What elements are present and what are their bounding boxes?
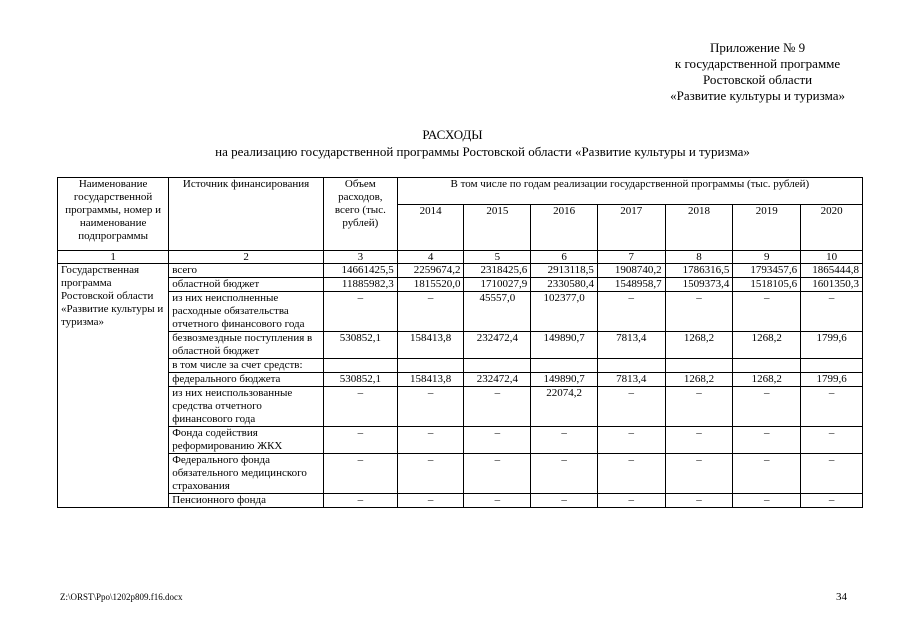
source-cell: всего	[169, 264, 324, 278]
year-value-cell: –	[397, 454, 464, 494]
table-header	[58, 178, 863, 251]
source-cell: Пенсионного фонда	[169, 494, 324, 508]
year-value-cell: –	[665, 292, 733, 332]
year-value-cell: –	[464, 494, 531, 508]
header-year: 2016	[531, 205, 598, 251]
index-cell: 5	[464, 251, 531, 264]
document-title	[0, 126, 905, 160]
index-cell: 10	[801, 251, 863, 264]
year-value-cell	[464, 359, 531, 373]
year-value-cell: –	[801, 494, 863, 508]
index-cell: 7	[597, 251, 665, 264]
table-row	[58, 454, 863, 494]
index-cell: 8	[665, 251, 733, 264]
year-value-cell: –	[801, 454, 863, 494]
year-value-cell: 1908740,2	[597, 264, 665, 278]
source-cell: Фонда содействия реформированию ЖКХ	[169, 427, 324, 454]
year-value-cell: –	[801, 387, 863, 427]
year-value-cell: 1509373,4	[665, 278, 733, 292]
year-value-cell: 1710027,9	[464, 278, 531, 292]
table-row	[58, 387, 863, 427]
appendix-line-1: Приложение № 9	[709, 40, 806, 55]
year-value-cell: –	[733, 292, 801, 332]
volume-cell: 530852,1	[323, 332, 397, 359]
table-row	[58, 427, 863, 454]
source-cell: Федерального фонда обязательного медицинского страхования	[169, 454, 324, 494]
index-cell: 9	[733, 251, 801, 264]
volume-cell	[323, 359, 397, 373]
program-name-cell: Государственная программа Ростовской области «Развитие культуры и туризма»	[58, 264, 169, 508]
appendix-block	[670, 40, 845, 104]
year-value-cell: 232472,4	[464, 373, 531, 387]
file-path-footer: Z:\ORST\Ppo\1202p809.f16.docx	[60, 592, 183, 602]
year-value-cell: –	[801, 292, 863, 332]
year-value-cell: –	[665, 387, 733, 427]
appendix-line-4: «Развитие культуры и туризма»	[670, 88, 845, 103]
year-value-cell: –	[397, 292, 464, 332]
year-value-cell: –	[665, 494, 733, 508]
year-value-cell: –	[801, 427, 863, 454]
table-row	[58, 332, 863, 359]
year-value-cell: 2913118,5	[531, 264, 598, 278]
year-value-cell: –	[733, 494, 801, 508]
year-value-cell: 1601350,3	[801, 278, 863, 292]
year-value-cell: –	[733, 387, 801, 427]
year-value-cell: –	[597, 454, 665, 494]
year-value-cell: –	[597, 292, 665, 332]
year-value-cell: 232472,4	[464, 332, 531, 359]
appendix-line-2: к государственной программе	[674, 56, 841, 71]
year-value-cell	[801, 359, 863, 373]
year-value-cell: 1548958,7	[597, 278, 665, 292]
year-value-cell: 7813,4	[597, 373, 665, 387]
year-value-cell: 45557,0	[464, 292, 531, 332]
year-value-cell: 1793457,6	[733, 264, 801, 278]
source-cell: федерального бюджета	[169, 373, 324, 387]
year-value-cell: 1799,6	[801, 373, 863, 387]
table-row	[58, 373, 863, 387]
year-value-cell: –	[397, 494, 464, 508]
year-value-cell	[397, 359, 464, 373]
title-line-2: на реализацию государственной программы Ростовской области «Развитие культуры и туризма»	[215, 144, 750, 159]
year-value-cell: –	[733, 454, 801, 494]
year-value-cell: 1799,6	[801, 332, 863, 359]
year-value-cell: 1268,2	[733, 373, 801, 387]
table-row	[58, 359, 863, 373]
volume-cell: 14661425,5	[323, 264, 397, 278]
index-cell: 1	[58, 251, 169, 264]
year-value-cell: –	[464, 427, 531, 454]
table-row	[58, 278, 863, 292]
source-cell: областной бюджет	[169, 278, 324, 292]
appendix-line-3: Ростовской области	[702, 72, 813, 87]
source-cell: из них неисполненные расходные обязательства отчетного финансового года	[169, 292, 324, 332]
year-value-cell: 2330580,4	[531, 278, 598, 292]
header-year: 2015	[464, 205, 531, 251]
volume-cell: –	[323, 387, 397, 427]
year-value-cell: –	[464, 387, 531, 427]
year-value-cell: 1786316,5	[665, 264, 733, 278]
year-value-cell: –	[531, 494, 598, 508]
header-year: 2019	[733, 205, 801, 251]
year-value-cell: 1268,2	[665, 332, 733, 359]
volume-cell: 530852,1	[323, 373, 397, 387]
table-row	[58, 494, 863, 508]
volume-cell: –	[323, 494, 397, 508]
year-value-cell: –	[397, 387, 464, 427]
year-value-cell: 1268,2	[665, 373, 733, 387]
volume-cell: 11885982,3	[323, 278, 397, 292]
year-value-cell: –	[733, 427, 801, 454]
year-value-cell: 158413,8	[397, 332, 464, 359]
source-cell: в том числе за счет средств:	[169, 359, 324, 373]
table-row	[58, 292, 863, 332]
header-source: Источник финансирования	[169, 178, 324, 251]
year-value-cell: 2259674,2	[397, 264, 464, 278]
table-row	[58, 264, 863, 278]
year-value-cell: 7813,4	[597, 332, 665, 359]
page-number: 34	[836, 591, 847, 603]
year-value-cell: –	[597, 387, 665, 427]
source-cell: из них неиспользованные средства отчетного финансового года	[169, 387, 324, 427]
year-value-cell	[733, 359, 801, 373]
year-value-cell: 22074,2	[531, 387, 598, 427]
header-name: Наименование государственной программы, номер и наименование подпрограммы	[58, 178, 169, 251]
year-value-cell: –	[397, 427, 464, 454]
index-cell: 4	[397, 251, 464, 264]
volume-cell: –	[323, 292, 397, 332]
source-cell: безвозмездные поступления в областной бюджет	[169, 332, 324, 359]
year-value-cell: –	[597, 494, 665, 508]
year-value-cell: 102377,0	[531, 292, 598, 332]
header-year: 2020	[801, 205, 863, 251]
volume-cell: –	[323, 427, 397, 454]
index-cell: 2	[169, 251, 324, 264]
year-value-cell: 149890,7	[531, 373, 598, 387]
header-year: 2017	[597, 205, 665, 251]
year-value-cell: –	[531, 427, 598, 454]
column-index-row	[58, 251, 863, 264]
year-value-cell: 1815520,0	[397, 278, 464, 292]
header-year: 2018	[665, 205, 733, 251]
year-value-cell: 1518105,6	[733, 278, 801, 292]
year-value-cell: –	[665, 454, 733, 494]
year-value-cell: –	[665, 427, 733, 454]
year-value-cell	[597, 359, 665, 373]
title-line-1: РАСХОДЫ	[422, 127, 483, 142]
year-value-cell: –	[531, 454, 598, 494]
year-value-cell: 149890,7	[531, 332, 598, 359]
header-volume: Объем расходов, всего (тыс. рублей)	[323, 178, 397, 251]
expenses-table	[57, 177, 863, 508]
header-years-group: В том числе по годам реализации государственной программы (тыс. рублей)	[397, 178, 862, 205]
year-value-cell	[531, 359, 598, 373]
index-cell: 3	[323, 251, 397, 264]
header-year: 2014	[397, 205, 464, 251]
year-value-cell: 158413,8	[397, 373, 464, 387]
year-value-cell: –	[597, 427, 665, 454]
index-cell: 6	[531, 251, 598, 264]
year-value-cell: 2318425,6	[464, 264, 531, 278]
year-value-cell	[665, 359, 733, 373]
year-value-cell: 1268,2	[733, 332, 801, 359]
volume-cell: –	[323, 454, 397, 494]
year-value-cell: –	[464, 454, 531, 494]
year-value-cell: 1865444,8	[801, 264, 863, 278]
